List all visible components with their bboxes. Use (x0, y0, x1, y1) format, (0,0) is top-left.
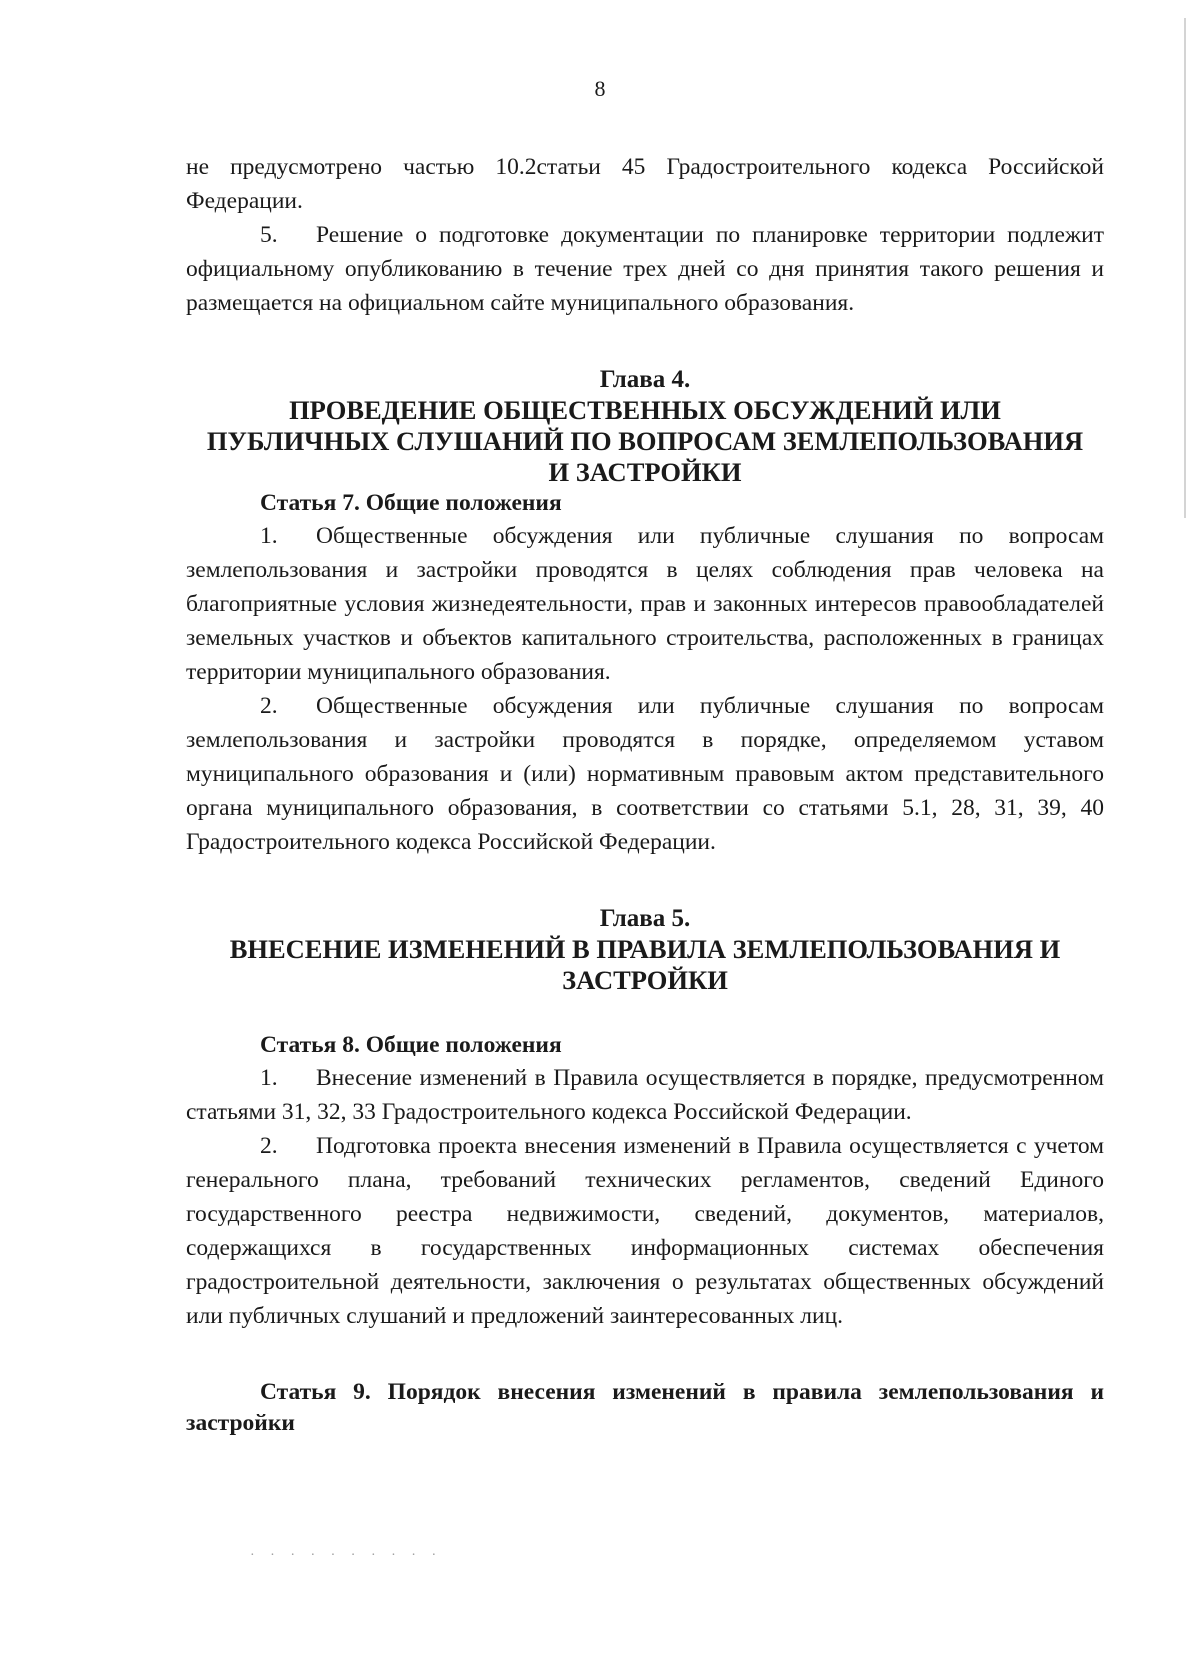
chapter-5-title-line-1: ВНЕСЕНИЕ ИЗМЕНЕНИЙ В ПРАВИЛА ЗЕМЛЕПОЛЬЗОВАНИЯ И (229, 934, 1061, 964)
item-text: Решение о подготовке документации по планировке территории подлежит официальному опубликованию в течение трех дней со дня принятия такого решения и размещается на официальном сайте муниципального образования. (186, 222, 1104, 316)
item-number: 1. (260, 1065, 278, 1091)
chapter-4-number: Глава 4. (599, 366, 691, 393)
item-number: 2. (260, 1133, 278, 1159)
chapter-4-title-line-1: ПРОВЕДЕНИЕ ОБЩЕСТВЕННЫХ ОБСУЖДЕНИЙ ИЛИ (289, 395, 1001, 425)
chapter-5-number: Глава 5. (599, 905, 691, 932)
chapter-4-title-line-3: И ЗАСТРОЙКИ (548, 457, 742, 487)
continuation-paragraph: не предусмотрено частью 10.2статьи 45 Градостроительного кодекса Российской Федерации. (186, 154, 1104, 214)
article-9-heading: Статья 9. Порядок внесения изменений в правила землепользования и застройки (186, 1379, 1104, 1436)
item-number: 1. (260, 523, 278, 549)
article-8-heading: Статья 8. Общие положения (260, 1032, 562, 1058)
item-number: 2. (260, 693, 278, 719)
scan-noise-decoration: · · · · · · · · · · (250, 1548, 443, 1563)
item-number: 5. (260, 222, 278, 248)
item-text: Общественные обсуждения или публичные слушания по вопросам землепользования и застройки проводятся в порядке, определяемом уставом муниципального образования и (или) нормативным правовым актом представительного органа муниципального образования, в соответствии со статьями 5.1, 28, 31, 39, 40 Градостроительного кодекса Российской Федерации. (186, 693, 1104, 855)
article-7-heading: Статья 7. Общие положения (260, 490, 562, 516)
article-8-item-2 (186, 1129, 1104, 1333)
item-text: Общественные обсуждения или публичные слушания по вопросам землепользования и застройки проводятся в целях соблюдения прав человека на благоприятные условия жизнедеятельности, прав и законных интересов правообладателей земельных участков и объектов капитального строительства, расположенных в границах территории муниципального образования. (186, 523, 1104, 685)
chapter-4-title-line-2: ПУБЛИЧНЫХ СЛУШАНИЙ ПО ВОПРОСАМ ЗЕМЛЕПОЛЬЗОВАНИЯ (206, 426, 1084, 456)
document-body (186, 150, 1104, 1439)
item-text: Подготовка проекта внесения изменений в Правила осуществляется с учетом генерального плана, требований технических регламентов, сведений Единого государственного реестра недвижимости, сведений, документов, материалов, содержащихся в государственных информационных системах обеспечения градостроительной деятельности, заключения о результатах общественных обсуждений или публичных слушаний и предложений заинтересованных лиц. (186, 1133, 1104, 1329)
article-7-item-2 (186, 689, 1104, 859)
article-7-item-1 (186, 519, 1104, 689)
article-8-item-1 (186, 1061, 1104, 1129)
item-text: Внесение изменений в Правила осуществляется в порядке, предусмотренном статьями 31, 32, 33 Градостроительного кодекса Российской Федерации. (186, 1065, 1104, 1125)
page-number: 8 (594, 76, 606, 101)
chapter-5-title-line-2: ЗАСТРОЙКИ (562, 965, 728, 995)
item-5-paragraph (186, 218, 1104, 320)
